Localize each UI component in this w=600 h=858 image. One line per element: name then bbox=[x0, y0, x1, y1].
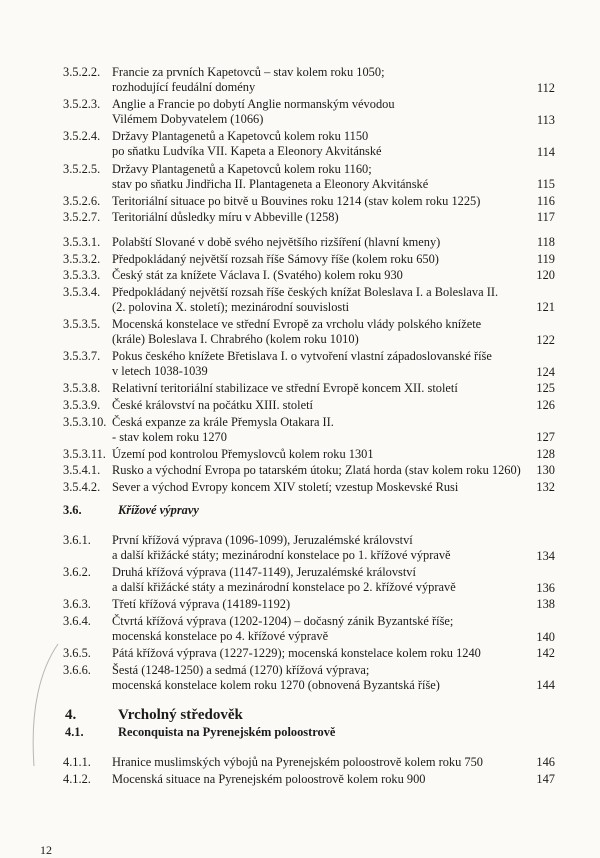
entry-number: 3.5.3.9. bbox=[63, 398, 101, 412]
entry-title bbox=[112, 285, 522, 315]
entry-title-line: Třetí křížová výprava (14189-1192) bbox=[112, 597, 291, 612]
entry-number: 3.5.2.6. bbox=[63, 193, 101, 208]
page-number: 12 bbox=[40, 843, 52, 857]
entry-number: 3.5.2.7. bbox=[63, 210, 101, 225]
entry-title bbox=[112, 663, 522, 693]
entry-title-line: Předpokládaný největší rozsah říše Sámovy říše (kolem roku 650) bbox=[112, 251, 439, 266]
entry-number: 3.5.3.5. bbox=[63, 317, 101, 331]
entry-page-number: 146 bbox=[536, 755, 555, 769]
pencil-mark-icon bbox=[10, 640, 70, 770]
entry-number: 3.5.4.2. bbox=[63, 480, 101, 494]
entry-title-line: Teritoriální situace po bitvě u Bouvines roku 1214 (stav kolem roku 1225) bbox=[112, 193, 481, 208]
entry-title bbox=[112, 646, 522, 661]
entry-title-line: v letech 1038-1039 bbox=[112, 364, 208, 379]
entry-title bbox=[112, 349, 522, 379]
entry-number: 3.5.3.2. bbox=[63, 251, 101, 266]
entry-title-line: Čtvrtá křížová výprava (1202-1204) – dočasný zánik Byzantské říše; bbox=[112, 614, 454, 628]
entry-title-line: Relativní teritoriální stabilizace ve střední Evropě koncem XII. století bbox=[112, 381, 458, 396]
entry-title-line: Mocenská konstelace ve střední Evropě za vrcholu vlády polského knížete bbox=[112, 317, 482, 331]
entry-title-line: po sňatku Ludvíka VII. Kapeta a Eleonory Akvitánské bbox=[112, 144, 382, 159]
entry-title-line: Hranice muslimských výbojů na Pyrenejském poloostrově kolem roku 750 bbox=[112, 755, 483, 769]
entry-page-number: 138 bbox=[536, 597, 555, 612]
entry-title-line: mocenská konstelace kolem roku 1270 (obnovená Byzantská říše) bbox=[112, 677, 440, 692]
entry-title-line: První křížová výprava (1096-1099), Jeruzalémské království bbox=[112, 533, 413, 547]
entry-title-line: (krále) Boleslava I. Chrabrého (kolem roku 1010) bbox=[112, 332, 359, 346]
entry-title-line: Území pod kontrolou Přemyslovců kolem roku 1301 bbox=[112, 446, 374, 461]
entry-page-number: 134 bbox=[536, 548, 555, 563]
entry-page-number: 113 bbox=[536, 112, 555, 127]
entry-page-number: 126 bbox=[536, 398, 555, 412]
entry-number: 3.6.2. bbox=[63, 565, 91, 580]
entry-title bbox=[112, 480, 522, 495]
entry-title bbox=[112, 235, 522, 250]
entry-number: 3.5.3.7. bbox=[63, 349, 101, 364]
entry-page-number: 114 bbox=[536, 144, 555, 159]
entry-title-line: a další křižácké státy a mezinárodní konstelace po 2. křížové výpravě bbox=[112, 580, 456, 595]
entry-title-line: Druhá křížová výprava (1147-1149), Jeruzalémské království bbox=[112, 565, 416, 580]
entry-title bbox=[112, 463, 522, 478]
section-title: Reconquista na Pyrenejském poloostrově bbox=[118, 725, 336, 739]
entry-title bbox=[112, 97, 522, 127]
entry-title-line: České království na počátku XIII. století bbox=[112, 398, 313, 412]
entry-title bbox=[112, 772, 522, 787]
entry-number: 3.5.3.3. bbox=[63, 268, 101, 283]
entry-number: 3.6.3. bbox=[63, 597, 91, 612]
entry-page-number: 142 bbox=[536, 646, 555, 661]
entry-page-number: 136 bbox=[536, 580, 555, 595]
entry-title-line: Sever a východ Evropy koncem XIV století; vzestup Moskevské Rusi bbox=[112, 480, 459, 494]
entry-title-line: Vilémem Dobyvatelem (1066) bbox=[112, 112, 264, 127]
entry-title bbox=[112, 755, 522, 770]
entry-title bbox=[112, 398, 522, 413]
entry-page-number: 116 bbox=[536, 193, 555, 208]
entry-title bbox=[112, 268, 522, 283]
entry-page-number: 117 bbox=[536, 210, 555, 225]
entry-title bbox=[112, 252, 522, 267]
entry-number: 3.5.3.1. bbox=[63, 235, 101, 249]
entry-title-line: Francie za prvních Kapetovců – stav kolem roku 1050; bbox=[112, 65, 385, 79]
entry-title-line: Český stát za knížete Václava I. (Svatého) kolem roku 930 bbox=[112, 268, 403, 283]
entry-title-line: (2. polovina X. století); mezinárodní souvislosti bbox=[112, 299, 350, 314]
entry-title bbox=[112, 65, 522, 95]
entry-number: 3.5.3.4. bbox=[63, 284, 101, 299]
entry-page-number: 147 bbox=[536, 771, 555, 786]
section-title: Křížové výpravy bbox=[118, 503, 199, 517]
entry-title-line: Anglie a Francie po dobytí Anglie normanským vévodou bbox=[112, 97, 395, 112]
entry-title bbox=[112, 381, 522, 396]
entry-title-line: Česká expanze za krále Přemysla Otakara II. bbox=[112, 414, 334, 429]
entry-number: 3.5.2.2. bbox=[63, 65, 101, 79]
entry-title bbox=[112, 565, 522, 595]
entry-title-line: a další křižácké státy; mezinárodní konstelace po 1. křížové výpravě bbox=[112, 548, 451, 562]
entry-page-number: 120 bbox=[536, 268, 555, 283]
entry-title-line: Rusko a východní Evropa po tatarském útoku; Zlatá horda (stav kolem roku 1260) bbox=[112, 463, 521, 478]
section-number: 4.1. bbox=[65, 725, 84, 739]
entry-number: 4.1.2. bbox=[63, 771, 91, 786]
entry-page-number: 128 bbox=[536, 446, 555, 461]
entry-title-line: Državy Plantagenetů a Kapetovců kolem roku 1160; bbox=[112, 161, 372, 176]
entry-title bbox=[112, 415, 522, 445]
entry-number: 3.5.3.8. bbox=[63, 381, 101, 396]
entry-title bbox=[112, 210, 522, 225]
entry-page-number: 118 bbox=[536, 235, 555, 249]
entry-number: 4.1.1. bbox=[63, 755, 91, 769]
chapter-title: Vrcholný středověk bbox=[118, 707, 243, 723]
entry-number: 3.5.2.5. bbox=[63, 161, 101, 176]
entry-title-line: Pátá křížová výprava (1227-1229); mocenská konstelace kolem roku 1240 bbox=[112, 646, 481, 661]
entry-page-number: 140 bbox=[536, 629, 555, 644]
entry-title bbox=[112, 317, 522, 347]
entry-title-line: Předpokládaný největší rozsah říše českých knížat Boleslava I. a Boleslava II. bbox=[112, 284, 499, 299]
entry-title-line: Teritoriální důsledky míru v Abbeville (1258) bbox=[112, 210, 339, 225]
entry-title bbox=[112, 533, 522, 563]
entry-number: 3.5.3.11. bbox=[63, 446, 106, 461]
entry-page-number: 127 bbox=[536, 430, 555, 445]
entry-title-line: Polabští Slované v době svého největšího rizšíření (hlavní kmeny) bbox=[112, 235, 441, 249]
section-number: 3.6. bbox=[63, 503, 82, 517]
entry-title-line: stav po sňatku Jindřicha II. Plantageneta a Eleonory Akvitánské bbox=[112, 176, 429, 191]
entry-number: 3.6.1. bbox=[63, 533, 91, 547]
entry-number: 3.5.3.10. bbox=[63, 414, 107, 429]
entry-page-number: 132 bbox=[536, 480, 555, 494]
entry-title bbox=[112, 129, 522, 159]
entry-page-number: 112 bbox=[536, 80, 555, 95]
entry-page-number: 122 bbox=[536, 332, 555, 347]
entry-number: 3.5.4.1. bbox=[63, 463, 101, 478]
entry-title bbox=[112, 162, 522, 192]
entry-number: 3.6.5. bbox=[63, 646, 91, 661]
entry-title bbox=[112, 597, 522, 612]
entry-page-number: 121 bbox=[536, 300, 555, 315]
entry-title-line: - stav kolem roku 1270 bbox=[112, 429, 227, 444]
entry-page-number: 124 bbox=[536, 364, 555, 379]
entry-number: 3.6.6. bbox=[63, 662, 91, 677]
entry-title bbox=[112, 194, 522, 209]
entry-title-line: rozhodující feudální domény bbox=[112, 80, 256, 94]
entry-title-line: mocenská konstelace po 4. křížové výpravě bbox=[112, 629, 329, 643]
entry-number: 3.5.2.4. bbox=[63, 129, 101, 144]
entry-number: 3.6.4. bbox=[63, 614, 91, 628]
entry-title bbox=[112, 614, 522, 644]
entry-page-number: 130 bbox=[536, 463, 555, 478]
entry-title-line: Pokus českého knížete Břetislava I. o vytvoření vlastní západoslovanské říše bbox=[112, 349, 492, 364]
entry-number: 3.5.2.3. bbox=[63, 97, 101, 112]
entry-page-number: 115 bbox=[536, 177, 555, 192]
entry-page-number: 144 bbox=[536, 678, 555, 693]
entry-title-line: Državy Plantagenetů a Kapetovců kolem roku 1150 bbox=[112, 129, 369, 144]
chapter-number: 4. bbox=[65, 707, 77, 723]
entry-title bbox=[112, 447, 522, 462]
entry-page-number: 125 bbox=[536, 381, 555, 396]
entry-title-line: Mocenská situace na Pyrenejském poloostrově kolem roku 900 bbox=[112, 771, 426, 786]
entry-page-number: 119 bbox=[536, 251, 555, 266]
entry-title-line: Šestá (1248-1250) a sedmá (1270) křížová výprava; bbox=[112, 662, 370, 677]
